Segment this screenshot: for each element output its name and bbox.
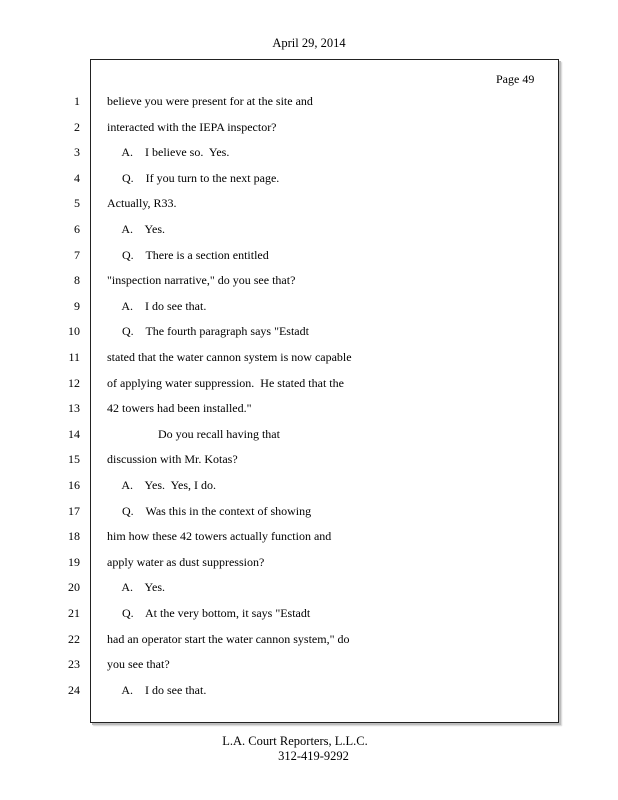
- line-number: 19: [68, 555, 80, 569]
- transcript-line-text: you see that?: [107, 657, 170, 671]
- transcript-line-text: interacted with the IEPA inspector?: [107, 120, 277, 134]
- line-number: 2: [74, 120, 80, 134]
- line-number: 24: [68, 683, 80, 697]
- line-number: 14: [68, 427, 80, 441]
- transcript-line-text: Q. The fourth paragraph says "Estadt: [107, 324, 309, 338]
- line-number: 4: [74, 171, 80, 185]
- line-number: 15: [68, 452, 80, 466]
- line-number: 20: [68, 580, 80, 594]
- transcript-line-text: Do you recall having that: [107, 427, 280, 441]
- transcript-line-text: Q. If you turn to the next page.: [107, 171, 280, 185]
- page-number: Page 49: [496, 72, 535, 86]
- transcript-line-text: Q. There is a section entitled: [107, 248, 269, 262]
- line-number: 7: [74, 248, 80, 262]
- transcript-line-text: believe you were present for at the site and: [107, 94, 313, 108]
- footer-company: L.A. Court Reporters, L.L.C.: [222, 734, 368, 748]
- transcript-line-text: Q. At the very bottom, it says "Estadt: [107, 606, 311, 620]
- transcript-line-text: A. Yes.: [107, 222, 166, 236]
- line-number: 5: [74, 196, 80, 210]
- transcript-line-text: A. I believe so. Yes.: [107, 145, 230, 159]
- line-number: 22: [68, 632, 80, 646]
- line-number: 11: [68, 350, 80, 364]
- transcript-line-text: had an operator start the water cannon system," do: [107, 632, 350, 646]
- transcript-line-text: Q. Was this in the context of showing: [107, 504, 312, 518]
- line-number: 8: [74, 273, 80, 287]
- line-number: 13: [68, 401, 80, 415]
- transcript-line-text: 42 towers had been installed.": [107, 401, 252, 415]
- transcript-line-text: of applying water suppression. He stated that the: [107, 376, 344, 390]
- transcript-line-text: apply water as dust suppression?: [107, 555, 265, 569]
- line-number: 1: [74, 94, 80, 108]
- line-number: 9: [74, 299, 80, 313]
- header-date: April 29, 2014: [272, 36, 346, 50]
- transcript-line-text: A. I do see that.: [107, 683, 207, 697]
- line-number: 12: [68, 376, 80, 390]
- line-number: 3: [74, 145, 80, 159]
- transcript-line-text: A. I do see that.: [107, 299, 207, 313]
- transcript-line-text: stated that the water cannon system is now capable: [107, 350, 352, 364]
- line-number: 6: [74, 222, 80, 236]
- line-number: 21: [68, 606, 80, 620]
- transcript-line-text: A. Yes.: [107, 580, 166, 594]
- line-number: 16: [68, 478, 80, 492]
- transcript-line-text: discussion with Mr. Kotas?: [107, 452, 238, 466]
- transcript-line-text: "inspection narrative," do you see that?: [107, 273, 296, 287]
- line-number: 17: [68, 504, 80, 518]
- footer-phone: 312-419-9292: [278, 749, 349, 763]
- line-number: 18: [68, 529, 80, 543]
- transcript-line-text: A. Yes. Yes, I do.: [107, 478, 217, 492]
- transcript-line-text: Actually, R33.: [107, 196, 177, 210]
- transcript-line-text: him how these 42 towers actually function and: [107, 529, 332, 543]
- line-number: 23: [68, 657, 80, 671]
- line-number: 10: [68, 324, 80, 338]
